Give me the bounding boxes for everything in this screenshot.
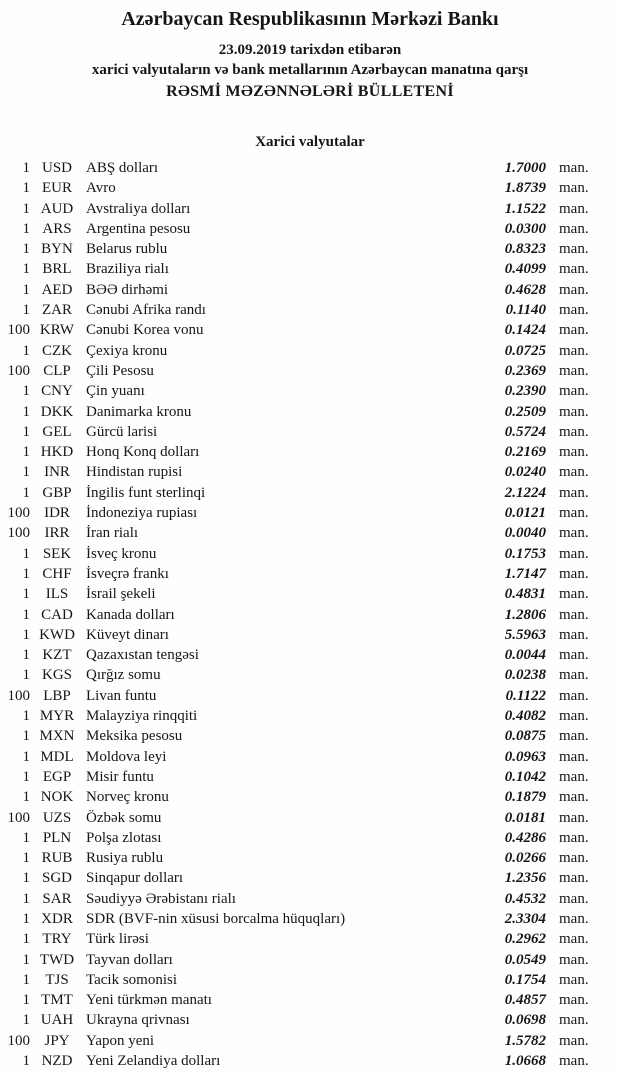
- cell-name: ABŞ dolları: [86, 160, 159, 176]
- cell-name: Livan funtu: [86, 687, 157, 704]
- cell-rate: 0.0963: [504, 748, 546, 765]
- table-row: [0, 402, 595, 422]
- table-row: [0, 361, 595, 381]
- cell-qty: 1: [22, 971, 30, 988]
- cell-rate: 2.1224: [504, 484, 546, 501]
- cell-code: CAD: [41, 606, 73, 623]
- cell-rate: 0.4831: [504, 586, 546, 603]
- cell-rate: 0.4628: [504, 281, 546, 298]
- cell-rate: 1.2806: [504, 606, 546, 623]
- cell-code: GBP: [42, 484, 72, 501]
- cell-unit: man.: [559, 748, 589, 765]
- cell-name: Çili Pesosu: [86, 362, 154, 379]
- cell-unit: man.: [559, 525, 589, 542]
- cell-name: SDR (BVF-nin xüsusi borcalma hüquqları): [86, 910, 346, 927]
- cell-code: MYR: [39, 708, 75, 725]
- cell-rate: 1.8739: [504, 180, 546, 197]
- table-row: [0, 665, 595, 685]
- cell-name: Avro: [86, 180, 116, 197]
- cell-code: NZD: [41, 1053, 73, 1070]
- cell-rate: 0.5724: [504, 423, 546, 440]
- cell-rate: 0.2962: [504, 931, 546, 948]
- cell-unit: man.: [559, 383, 589, 400]
- cell-code: CLP: [43, 362, 71, 379]
- rates-table-body: [0, 158, 595, 1071]
- cell-code: MXN: [39, 728, 75, 745]
- cell-rate: 0.4099: [504, 261, 546, 278]
- cell-name: İsveçrə frankı: [86, 565, 169, 582]
- cell-qty: 1: [22, 302, 30, 319]
- table-row: [0, 462, 595, 482]
- bulletin-title: RƏSMİ MƏZƏNNƏLƏRİ BÜLLETENİ: [166, 83, 454, 100]
- cell-unit: man.: [559, 241, 589, 258]
- cell-qty: 1: [22, 586, 30, 603]
- cell-unit: man.: [559, 444, 589, 461]
- bulletin-header: [0, 0, 620, 103]
- cell-code: CZK: [42, 342, 72, 359]
- cell-qty: 1: [22, 383, 30, 400]
- cell-code: KRW: [39, 322, 75, 339]
- cell-unit: man.: [559, 1053, 589, 1070]
- table-row: [0, 970, 595, 990]
- table-row: [0, 584, 595, 604]
- cell-rate: 0.0040: [504, 525, 546, 542]
- table-row: [0, 239, 595, 259]
- cell-qty: 1: [22, 423, 30, 440]
- cell-code: TJS: [45, 971, 69, 988]
- cell-qty: 1: [22, 708, 30, 725]
- cell-name: Hindistan rupisi: [86, 464, 183, 481]
- cell-name: Misir funtu: [86, 768, 154, 785]
- cell-code: TWD: [39, 951, 75, 968]
- cell-qty: 1: [22, 647, 30, 664]
- cell-code: SEK: [42, 545, 72, 562]
- cell-rate: 0.0044: [504, 647, 546, 664]
- cell-rate: 0.1424: [504, 322, 546, 339]
- table-row: [0, 280, 595, 300]
- table-row: [0, 219, 595, 239]
- cell-code: EGP: [42, 768, 72, 785]
- cell-unit: man.: [559, 708, 589, 725]
- cell-qty: 1: [22, 565, 30, 582]
- cell-unit: man.: [559, 626, 589, 643]
- cell-qty: 1: [22, 160, 30, 176]
- table-row: [0, 178, 595, 198]
- cell-unit: man.: [559, 667, 589, 684]
- cell-qty: 1: [22, 180, 30, 197]
- cell-code: HKD: [40, 444, 74, 461]
- table-row: [0, 503, 595, 523]
- cell-unit: man.: [559, 200, 589, 217]
- cell-code: LBP: [43, 687, 71, 704]
- cell-qty: 1: [22, 261, 30, 278]
- cell-rate: 0.1754: [504, 971, 546, 988]
- cell-name: Meksika pesosu: [86, 728, 183, 745]
- cell-unit: man.: [559, 789, 589, 806]
- cell-rate: 0.4532: [504, 890, 546, 907]
- table-row: [0, 706, 595, 726]
- cell-name: Cənubi Afrika randı: [86, 302, 206, 319]
- cell-qty: 100: [7, 809, 30, 826]
- cell-qty: 1: [22, 1012, 30, 1029]
- cell-code: ILS: [45, 586, 69, 603]
- table-row: [0, 990, 595, 1010]
- table-row: [0, 1010, 595, 1030]
- table-row: [0, 645, 595, 665]
- cell-unit: man.: [559, 992, 589, 1009]
- cell-unit: man.: [559, 951, 589, 968]
- cell-code: IDR: [44, 505, 70, 522]
- cell-rate: 5.5963: [504, 626, 546, 643]
- cell-qty: 1: [22, 484, 30, 501]
- cell-rate: 1.7000: [504, 160, 546, 176]
- cell-name: Kanada dolları: [86, 606, 175, 623]
- cell-code: JPY: [44, 1032, 70, 1049]
- cell-unit: man.: [559, 281, 589, 298]
- cell-rate: 0.4857: [504, 992, 546, 1009]
- cell-qty: 100: [7, 1032, 30, 1049]
- cell-unit: man.: [559, 403, 589, 420]
- cell-name: İsveç kronu: [86, 545, 157, 562]
- cell-code: BRL: [42, 261, 72, 278]
- cell-rate: 0.8323: [504, 241, 546, 258]
- cell-code: UAH: [40, 1012, 74, 1029]
- cell-code: INR: [44, 464, 70, 481]
- cell-name: Tacik somonisi: [86, 971, 178, 988]
- cell-name: Qırğız somu: [86, 667, 161, 684]
- cell-name: Moldova leyi: [86, 748, 167, 765]
- cell-code: SAR: [42, 890, 72, 907]
- table-row: [0, 929, 595, 949]
- cell-code: XDR: [41, 910, 73, 927]
- cell-rate: 0.4082: [504, 708, 546, 725]
- cell-unit: man.: [559, 850, 589, 867]
- cell-qty: 1: [22, 728, 30, 745]
- cell-rate: 0.2390: [504, 383, 546, 400]
- cell-unit: man.: [559, 1012, 589, 1029]
- cell-code: MDL: [40, 748, 74, 765]
- cell-name: İngilis funt sterlinqi: [86, 484, 206, 501]
- table-row: [0, 726, 595, 746]
- table-row: [0, 625, 595, 645]
- cell-unit: man.: [559, 586, 589, 603]
- cell-rate: 0.0875: [504, 728, 546, 745]
- cell-qty: 1: [22, 931, 30, 948]
- cell-code: AUD: [40, 200, 74, 217]
- table-row: [0, 483, 595, 503]
- cell-rate: 0.0549: [504, 951, 546, 968]
- cell-name: İran rialı: [86, 525, 139, 542]
- cell-code: UZS: [42, 809, 72, 826]
- table-row: [0, 808, 595, 828]
- cell-name: Honq Konq dolları: [86, 444, 200, 461]
- cell-name: Yeni Zelandiya dolları: [86, 1053, 221, 1070]
- table-row: [0, 686, 595, 706]
- table-row: [0, 848, 595, 868]
- page-title: Azərbaycan Respublikasının Mərkəzi Bankı: [121, 8, 499, 30]
- cell-rate: 0.0266: [504, 850, 546, 867]
- table-row: [0, 828, 595, 848]
- table-row: [0, 300, 595, 320]
- cell-qty: 1: [22, 1053, 30, 1070]
- cell-unit: man.: [559, 220, 589, 237]
- cell-unit: man.: [559, 322, 589, 339]
- cell-unit: man.: [559, 829, 589, 846]
- cell-rate: 0.0240: [504, 464, 546, 481]
- cell-qty: 100: [7, 505, 30, 522]
- cell-name: Gürcü larisi: [86, 423, 158, 440]
- cell-rate: 0.0698: [504, 1012, 546, 1029]
- cell-rate: 1.1522: [504, 200, 546, 217]
- cell-qty: 1: [22, 890, 30, 907]
- cell-qty: 1: [22, 606, 30, 623]
- cell-unit: man.: [559, 362, 589, 379]
- cell-rate: 1.2356: [504, 870, 546, 887]
- cell-unit: man.: [559, 728, 589, 745]
- cell-code: AED: [41, 281, 73, 298]
- cell-unit: man.: [559, 971, 589, 988]
- cell-qty: 1: [22, 951, 30, 968]
- effective-date: 23.09.2019 tarixdən etibarən: [218, 42, 402, 58]
- cell-qty: 1: [22, 220, 30, 237]
- cell-name: Norveç kronu: [86, 789, 169, 806]
- cell-unit: man.: [559, 302, 589, 319]
- cell-name: Braziliya rialı: [86, 261, 169, 278]
- cell-unit: man.: [559, 647, 589, 664]
- table-row: [0, 158, 595, 178]
- cell-name: Avstraliya dolları: [86, 200, 191, 217]
- cell-code: PLN: [42, 829, 72, 846]
- cell-name: Ukrayna qrivnası: [86, 1012, 190, 1029]
- cell-qty: 100: [7, 525, 30, 542]
- table-row: [0, 320, 595, 340]
- cell-unit: man.: [559, 931, 589, 948]
- cell-name: Tayvan dolları: [86, 951, 173, 968]
- cell-qty: 1: [22, 768, 30, 785]
- cell-rate: 1.0668: [504, 1053, 546, 1070]
- table-row: [0, 909, 595, 929]
- cell-rate: 0.0181: [504, 809, 546, 826]
- table-row: [0, 199, 595, 219]
- table-row: [0, 747, 595, 767]
- cell-name: İndoneziya rupiası: [86, 505, 198, 522]
- table-row: [0, 868, 595, 888]
- cell-qty: 1: [22, 870, 30, 887]
- cell-name: Polşa zlotası: [86, 829, 162, 846]
- cell-rate: 1.7147: [504, 565, 546, 582]
- cell-code: TRY: [42, 931, 72, 948]
- cell-code: DKK: [40, 403, 74, 420]
- cell-name: Küveyt dinarı: [86, 626, 169, 643]
- cell-name: Argentina pesosu: [86, 220, 191, 237]
- cell-rate: 0.0725: [504, 342, 546, 359]
- cell-name: Özbək somu: [86, 809, 162, 826]
- cell-qty: 1: [22, 200, 30, 217]
- cell-unit: man.: [559, 261, 589, 278]
- table-row: [0, 787, 595, 807]
- table-row: [0, 422, 595, 442]
- cell-rate: 0.2509: [504, 403, 546, 420]
- cell-name: Səudiyyə Ərəbistanı rialı: [86, 890, 236, 907]
- cell-code: RUB: [41, 850, 73, 867]
- cell-qty: 1: [22, 464, 30, 481]
- cell-qty: 1: [22, 850, 30, 867]
- cell-qty: 1: [22, 667, 30, 684]
- cell-name: Çexiya kronu: [86, 342, 168, 359]
- cell-name: Yeni türkmən manatı: [86, 992, 212, 1009]
- bulletin-subtitle: xarici valyutaların və bank metallarının Azərbaycan manatına qarşı: [91, 62, 529, 78]
- cell-code: ARS: [42, 220, 72, 237]
- cell-qty: 1: [22, 403, 30, 420]
- cell-qty: 100: [7, 322, 30, 339]
- cell-qty: 100: [7, 687, 30, 704]
- table-row: [0, 950, 595, 970]
- table-row: [0, 442, 595, 462]
- cell-unit: man.: [559, 160, 589, 176]
- cell-unit: man.: [559, 565, 589, 582]
- cell-unit: man.: [559, 809, 589, 826]
- cell-code: IRR: [44, 525, 70, 542]
- cell-unit: man.: [559, 464, 589, 481]
- cell-qty: 1: [22, 281, 30, 298]
- cell-code: GEL: [42, 423, 72, 440]
- table-row: [0, 889, 595, 909]
- cell-rate: 0.1140: [505, 302, 546, 319]
- table-row: [0, 341, 595, 361]
- cell-code: ZAR: [42, 302, 72, 319]
- cell-unit: man.: [559, 1032, 589, 1049]
- cell-code: NOK: [40, 789, 74, 806]
- cell-qty: 1: [22, 789, 30, 806]
- cell-code: USD: [41, 160, 72, 176]
- cell-unit: man.: [559, 890, 589, 907]
- cell-rate: 1.5782: [504, 1032, 546, 1049]
- cell-name: Danimarka kronu: [86, 403, 192, 420]
- cell-unit: man.: [559, 910, 589, 927]
- cell-rate: 0.0238: [504, 667, 546, 684]
- cell-qty: 1: [22, 992, 30, 1009]
- cell-qty: 1: [22, 910, 30, 927]
- cell-unit: man.: [559, 545, 589, 562]
- table-row: [0, 523, 595, 543]
- cell-code: EUR: [42, 180, 72, 197]
- cell-rate: 0.4286: [504, 829, 546, 846]
- cell-unit: man.: [559, 180, 589, 197]
- cell-unit: man.: [559, 606, 589, 623]
- cell-unit: man.: [559, 342, 589, 359]
- cell-name: Belarus rublu: [86, 241, 168, 258]
- cell-code: KGS: [41, 667, 72, 684]
- cell-name: Yapon yeni: [86, 1032, 155, 1049]
- cell-code: BYN: [41, 241, 73, 258]
- cell-name: İsrail şekeli: [86, 586, 156, 603]
- cell-code: TMT: [41, 992, 73, 1009]
- cell-name: Malayziya rinqqiti: [86, 708, 198, 725]
- table-row: [0, 1051, 595, 1071]
- cell-name: Qazaxıstan tengəsi: [86, 647, 199, 664]
- cell-qty: 1: [22, 241, 30, 258]
- cell-code: SGD: [41, 870, 72, 887]
- cell-name: Çin yuanı: [86, 383, 145, 400]
- cell-unit: man.: [559, 870, 589, 887]
- cell-rate: 0.1753: [504, 545, 546, 562]
- cell-qty: 1: [22, 748, 30, 765]
- section-title-foreign-currencies: Xarici valyutalar: [255, 134, 365, 150]
- cell-rate: 0.2169: [504, 444, 546, 461]
- cell-qty: 1: [22, 626, 30, 643]
- cell-unit: man.: [559, 505, 589, 522]
- cell-name: Sinqapur dolları: [86, 870, 184, 887]
- cell-rate: 0.1042: [504, 768, 546, 785]
- cell-name: Türk lirəsi: [86, 931, 149, 948]
- cell-code: CHF: [42, 565, 72, 582]
- cell-unit: man.: [559, 687, 589, 704]
- cell-unit: man.: [559, 423, 589, 440]
- cell-qty: 1: [22, 545, 30, 562]
- cell-code: CNY: [41, 383, 73, 400]
- cell-rate: 0.2369: [504, 362, 546, 379]
- cell-unit: man.: [559, 484, 589, 501]
- table-row: [0, 544, 595, 564]
- rates-table: [0, 158, 620, 1071]
- cell-rate: 0.1879: [504, 789, 546, 806]
- cell-qty: 1: [22, 444, 30, 461]
- cell-rate: 0.0300: [504, 220, 546, 237]
- cell-code: KZT: [42, 647, 72, 664]
- cell-qty: 1: [22, 342, 30, 359]
- cell-qty: 1: [22, 829, 30, 846]
- cell-rate: 2.3304: [504, 910, 546, 927]
- cell-rate: 0.0121: [504, 505, 546, 522]
- table-row: [0, 564, 595, 584]
- cell-name: BƏƏ dirhəmi: [86, 281, 169, 298]
- cell-qty: 100: [7, 362, 30, 379]
- table-row: [0, 259, 595, 279]
- table-row: [0, 605, 595, 625]
- table-row: [0, 1031, 595, 1051]
- cell-unit: man.: [559, 768, 589, 785]
- cell-name: Rusiya rublu: [86, 850, 164, 867]
- cell-name: Cənubi Korea vonu: [86, 322, 204, 339]
- cell-code: KWD: [39, 626, 75, 643]
- cell-rate: 0.1122: [505, 687, 546, 704]
- table-row: [0, 381, 595, 401]
- table-row: [0, 767, 595, 787]
